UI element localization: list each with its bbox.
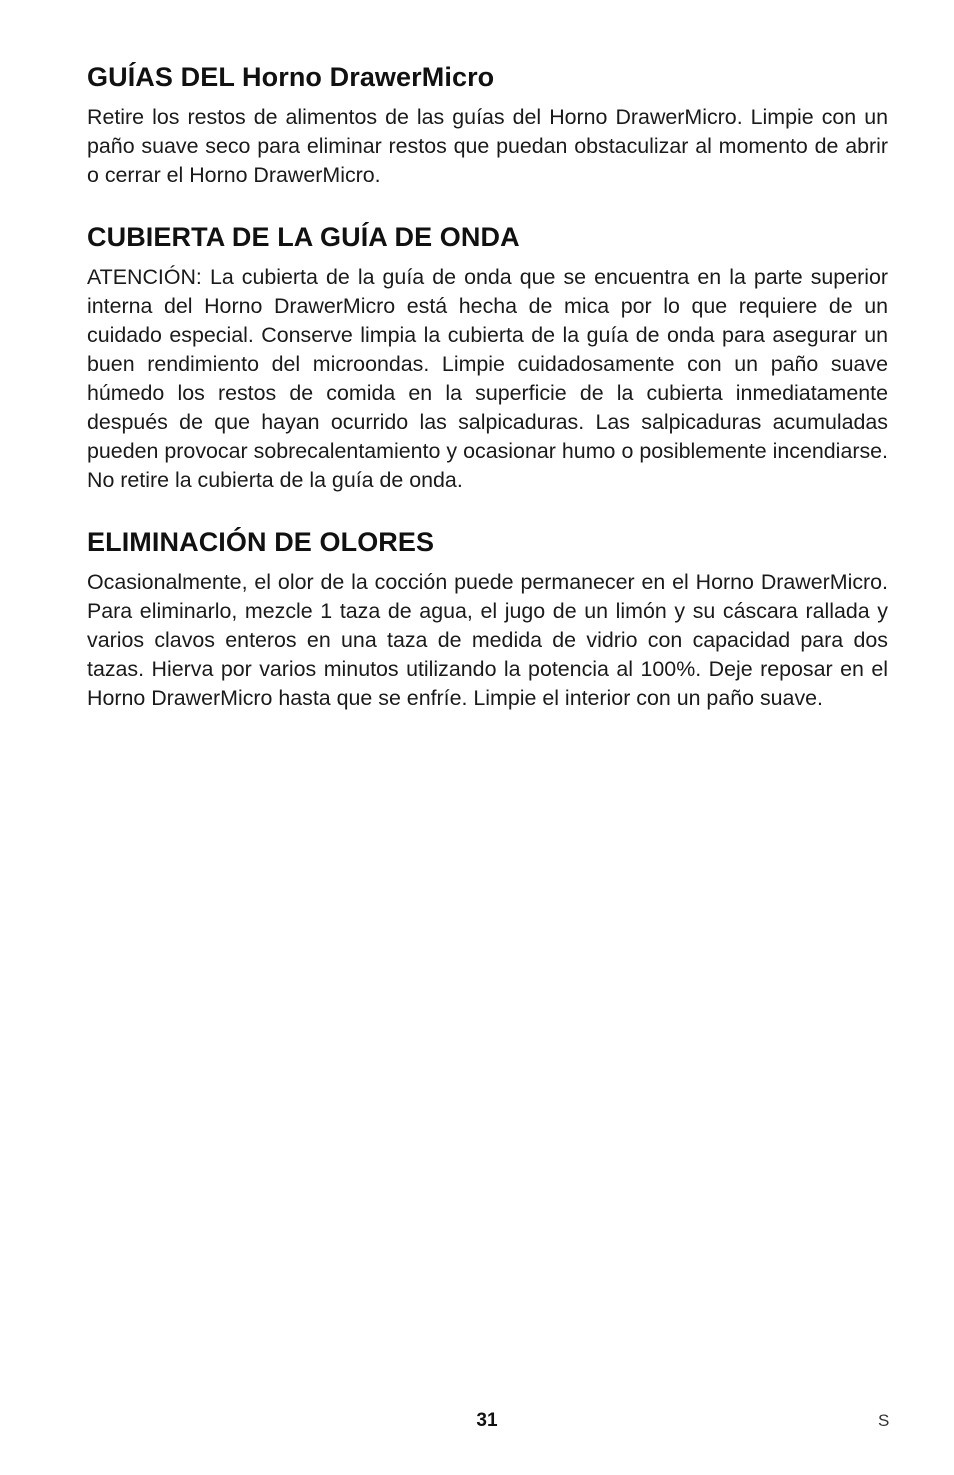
page-number: 31 — [476, 1410, 498, 1431]
section-heading: ELIMINACIÓN DE OLORES — [87, 527, 435, 557]
section-odor-removal — [87, 523, 888, 713]
language-marker: S — [878, 1411, 890, 1430]
section-drawer-guides — [87, 58, 888, 190]
manual-page — [87, 58, 888, 741]
section-waveguide-cover — [87, 218, 888, 495]
section-body: ATENCIÓN: La cubierta de la guía de onda que se encuentra en la parte superior interna del Horno DrawerMicro está hecha de mica por lo que requiere de un cuidado especial. Conserve limpia la cubierta de la guía de onda para asegurar un buen rendimiento del microondas. Limpie cuidadosamente con un paño suave húmedo los restos de comida en la superficie de la cubierta inmediatamente después de que hayan ocurrido las salpicaduras. Las salpicaduras acumuladas pueden provocar sobrecalentamiento y ocasionar humo o posiblemente incendiarse. No retire la cubierta de la guía de onda. — [87, 265, 888, 492]
section-heading: CUBIERTA DE LA GUÍA DE ONDA — [87, 222, 520, 252]
section-body: Retire los restos de alimentos de las guías del Horno DrawerMicro. Limpie con un paño suave seco para eliminar restos que puedan obstaculizar al momento de abrir o cerrar el Horno DrawerMicro. — [87, 105, 888, 187]
section-body: Ocasionalmente, el olor de la cocción puede permanecer en el Horno DrawerMicro. Para eliminarlo, mezcle 1 taza de agua, el jugo de un limón y su cáscara rallada y varios clavos enteros en una taza de medida de vidrio con capacidad para dos tazas. Hierva por varios minutos utilizando la potencia al 100%. Deje reposar en el Horno DrawerMicro hasta que se enfríe. Limpie el interior con un paño suave. — [87, 570, 888, 710]
section-heading: GUÍAS DEL Horno DrawerMicro — [87, 62, 495, 92]
